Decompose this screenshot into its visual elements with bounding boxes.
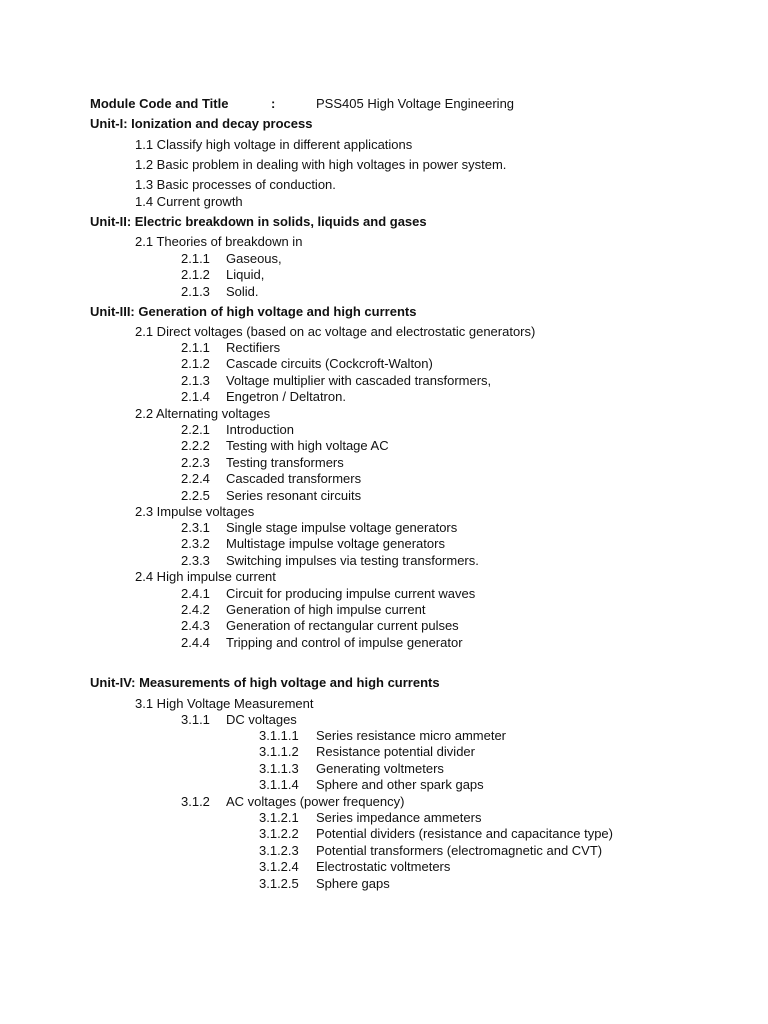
unit-heading [90, 675, 440, 691]
item-text: Unit-I: Ionization and decay process [90, 116, 313, 131]
subsection-item [181, 586, 475, 602]
item-text: 1.2 Basic problem in dealing with high voltages in power system. [135, 157, 507, 172]
item-text: Switching impulses via testing transformers. [226, 553, 479, 568]
item-text: Engetron / Deltatron. [226, 389, 346, 404]
subsection-item [181, 267, 264, 283]
section-item [135, 137, 412, 153]
item-number: 3.1.1.1 [259, 728, 299, 743]
item-number: 2.2.2 [181, 438, 210, 453]
item-text: Testing transformers [226, 455, 344, 470]
subsection-item [181, 284, 259, 300]
item-text: Circuit for producing impulse current waves [226, 586, 476, 601]
item-number: 3.1.1.2 [259, 744, 299, 759]
item-number: 2.2.4 [181, 471, 210, 486]
sub-subsection-item [259, 777, 484, 793]
subsection-item [181, 635, 463, 651]
module-code-value: PSS405 High Voltage Engineering [316, 96, 515, 111]
item-text: 2.1 Theories of breakdown in [135, 234, 303, 249]
item-number: 2.2.5 [181, 488, 210, 503]
item-text: AC voltages (power frequency) [226, 794, 405, 809]
unit-heading [90, 304, 416, 320]
item-number: 3.1.1.3 [259, 761, 299, 776]
section-item [135, 569, 276, 585]
item-text: Rectifiers [226, 340, 281, 355]
subsection-item [181, 553, 479, 569]
item-number: 3.1.2.5 [259, 876, 299, 891]
item-number: 2.3.1 [181, 520, 210, 535]
subsection-item [181, 536, 445, 552]
sub-subsection-item [259, 728, 506, 744]
subsection-item [181, 389, 346, 405]
module-code-colon: : [271, 96, 276, 111]
section-item [135, 234, 302, 250]
item-text: Cascade circuits (Cockcroft-Walton) [226, 356, 433, 371]
subsection-item [181, 794, 404, 810]
subsection-item [181, 712, 297, 728]
item-number: 2.1.2 [181, 267, 210, 282]
item-number: 2.1.4 [181, 389, 210, 404]
item-text: 3.1 High Voltage Measurement [135, 696, 314, 711]
sub-subsection-item [259, 826, 613, 842]
item-number: 2.1.3 [181, 284, 210, 299]
item-text: Gaseous, [226, 251, 282, 266]
item-number: 2.1.3 [181, 373, 210, 388]
item-number: 3.1.2.2 [259, 826, 299, 841]
sub-subsection-item [259, 744, 475, 760]
item-text: Series impedance ammeters [316, 810, 482, 825]
item-text: Unit-III: Generation of high voltage and high currents [90, 304, 417, 319]
item-number: 3.1.1 [181, 712, 210, 727]
item-text: Potential transformers (electromagnetic and CVT) [316, 843, 603, 858]
subsection-item [181, 488, 361, 504]
item-number: 2.2.1 [181, 422, 210, 437]
sub-subsection-item [259, 761, 444, 777]
item-text: Solid. [226, 284, 259, 299]
item-number: 2.1.1 [181, 340, 210, 355]
item-text: 2.1 Direct voltages (based on ac voltage and electrostatic generators) [135, 324, 536, 339]
item-text: Resistance potential divider [316, 744, 475, 759]
subsection-item [181, 618, 459, 634]
item-number: 3.1.2.1 [259, 810, 299, 825]
item-text: 1.1 Classify high voltage in different applications [135, 137, 413, 152]
sub-subsection-item [259, 876, 390, 892]
subsection-item [181, 422, 294, 438]
item-text: Generating voltmeters [316, 761, 444, 776]
module-code-label: Module Code and Title [90, 96, 229, 111]
subsection-item [181, 356, 433, 372]
item-text: Unit-II: Electric breakdown in solids, liquids and gases [90, 214, 427, 229]
section-item [135, 324, 535, 340]
item-text: 2.3 Impulse voltages [135, 504, 255, 519]
section-item [135, 194, 243, 210]
item-number: 2.1.1 [181, 251, 210, 266]
item-number: 2.3.2 [181, 536, 210, 551]
section-item [135, 504, 254, 520]
item-text: Generation of rectangular current pulses [226, 618, 459, 633]
item-number: 2.4.3 [181, 618, 210, 633]
item-text: Electrostatic voltmeters [316, 859, 451, 874]
section-item [135, 696, 314, 712]
item-text: 1.4 Current growth [135, 194, 243, 209]
item-text: 1.3 Basic processes of conduction. [135, 177, 336, 192]
item-number: 2.4.1 [181, 586, 210, 601]
unit-heading [90, 116, 312, 132]
sub-subsection-item [259, 810, 481, 826]
subsection-item [181, 251, 282, 267]
item-text: 2.2 Alternating voltages [135, 406, 271, 421]
subsection-item [181, 471, 361, 487]
sub-subsection-item [259, 859, 450, 875]
section-item [135, 177, 336, 193]
item-number: 3.1.2.3 [259, 843, 299, 858]
item-number: 2.4.2 [181, 602, 210, 617]
item-number: 2.1.2 [181, 356, 210, 371]
item-number: 3.1.2.4 [259, 859, 299, 874]
item-number: 3.1.2 [181, 794, 210, 809]
subsection-item [181, 438, 389, 454]
subsection-item [181, 520, 457, 536]
item-text: Tripping and control of impulse generator [226, 635, 463, 650]
item-text: Introduction [226, 422, 294, 437]
item-number: 2.3.3 [181, 553, 210, 568]
item-text: Series resistance micro ammeter [316, 728, 506, 743]
subsection-item [181, 602, 425, 618]
item-text: Potential dividers (resistance and capacitance type) [316, 826, 613, 841]
section-item [135, 406, 270, 422]
item-text: Sphere and other spark gaps [316, 777, 484, 792]
item-text: Series resonant circuits [226, 488, 362, 503]
item-text: Sphere gaps [316, 876, 390, 891]
item-text: Unit-IV: Measurements of high voltage and high currents [90, 675, 440, 690]
item-text: Single stage impulse voltage generators [226, 520, 458, 535]
item-text: Generation of high impulse current [226, 602, 426, 617]
item-text: Voltage multiplier with cascaded transformers, [226, 373, 492, 388]
item-text: Testing with high voltage AC [226, 438, 389, 453]
sub-subsection-item [259, 843, 602, 859]
item-text: Liquid, [226, 267, 265, 282]
item-number: 2.4.4 [181, 635, 210, 650]
subsection-item [181, 455, 344, 471]
unit-heading [90, 214, 427, 230]
item-text: 2.4 High impulse current [135, 569, 276, 584]
item-number: 3.1.1.4 [259, 777, 299, 792]
subsection-item [181, 340, 280, 356]
item-text: Multistage impulse voltage generators [226, 536, 445, 551]
item-text: Cascaded transformers [226, 471, 362, 486]
subsection-item [181, 373, 491, 389]
section-item [135, 157, 506, 173]
item-text: DC voltages [226, 712, 297, 727]
item-number: 2.2.3 [181, 455, 210, 470]
